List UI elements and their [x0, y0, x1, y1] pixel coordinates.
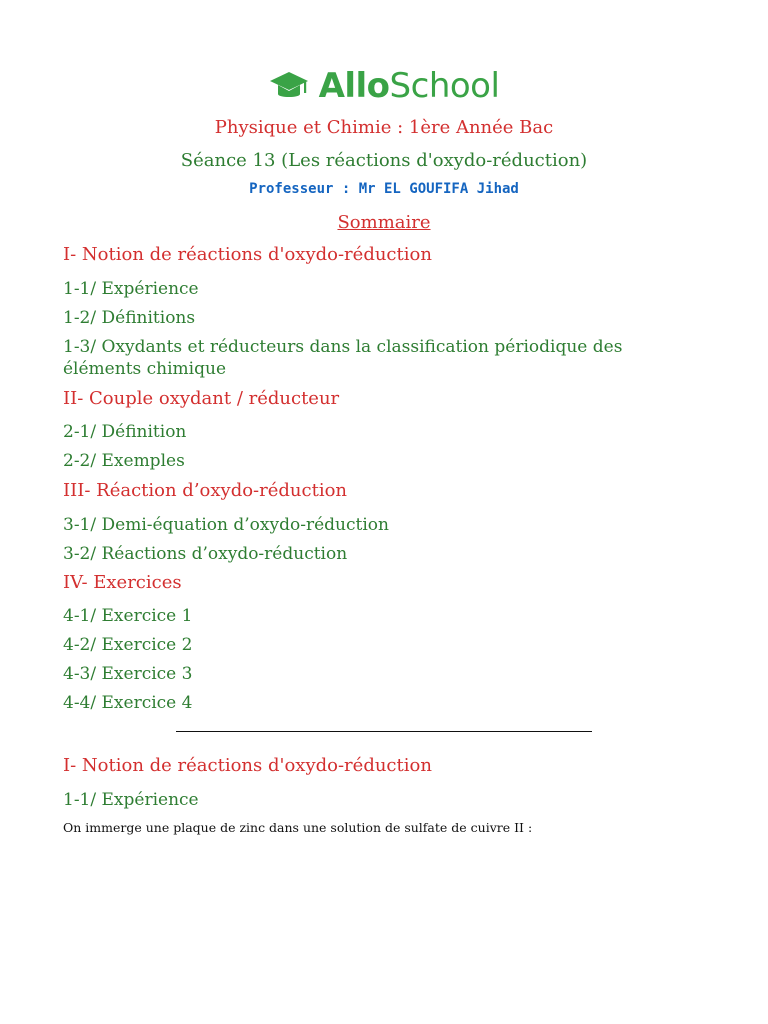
summary-item[interactable]: 1-2/ Définitions [63, 308, 196, 328]
content-paragraph: On immerge une plaque de zinc dans une solution de sulfate de cuivre II : [63, 820, 533, 835]
logo-part2: School [389, 66, 500, 106]
professor-name: Professeur : Mr EL GOUFIFA Jihad [249, 181, 519, 197]
summary-item[interactable]: 3-1/ Demi-équation d’oxydo-réduction [63, 515, 389, 535]
summary-item[interactable]: 3-2/ Réactions d’oxydo-réduction [63, 544, 348, 564]
logo-wordmark [319, 66, 500, 106]
summary-item[interactable]: 4-1/ Exercice 1 [63, 606, 193, 626]
summary-item[interactable]: 4-4/ Exercice 4 [63, 693, 193, 713]
graduation-cap-icon [269, 69, 309, 103]
summary-item[interactable]: 4-3/ Exercice 3 [63, 664, 193, 684]
summary-section-title[interactable]: III- Réaction d’oxydo-réduction [63, 480, 348, 501]
summary-section-title[interactable]: II- Couple oxydant / réducteur [63, 388, 340, 409]
session-title: Séance 13 (Les réactions d'oxydo-réduction) [180, 150, 588, 171]
content-section-title: I- Notion de réactions d'oxydo-réduction [63, 755, 432, 776]
summary-item[interactable]: 2-1/ Définition [63, 422, 187, 442]
summary-section-title[interactable]: I- Notion de réactions d'oxydo-réduction [63, 244, 432, 265]
content-subsection-title: 1-1/ Expérience [63, 790, 199, 810]
alloschool-logo[interactable] [0, 66, 768, 106]
summary-item[interactable]: 1-1/ Expérience [63, 279, 199, 299]
subject-title: Physique et Chimie : 1ère Année Bac [214, 117, 554, 138]
summary-item[interactable]: 1-3/ Oxydants et réducteurs dans la classification périodique des éléments chimique [63, 337, 623, 379]
summary-item[interactable]: 4-2/ Exercice 2 [63, 635, 193, 655]
summary-item[interactable]: 2-2/ Exemples [63, 451, 185, 471]
summary-heading: Sommaire [337, 212, 431, 233]
section-divider [176, 731, 592, 732]
summary-section-title[interactable]: IV- Exercices [63, 572, 182, 593]
logo-part1: Allo [318, 66, 390, 106]
